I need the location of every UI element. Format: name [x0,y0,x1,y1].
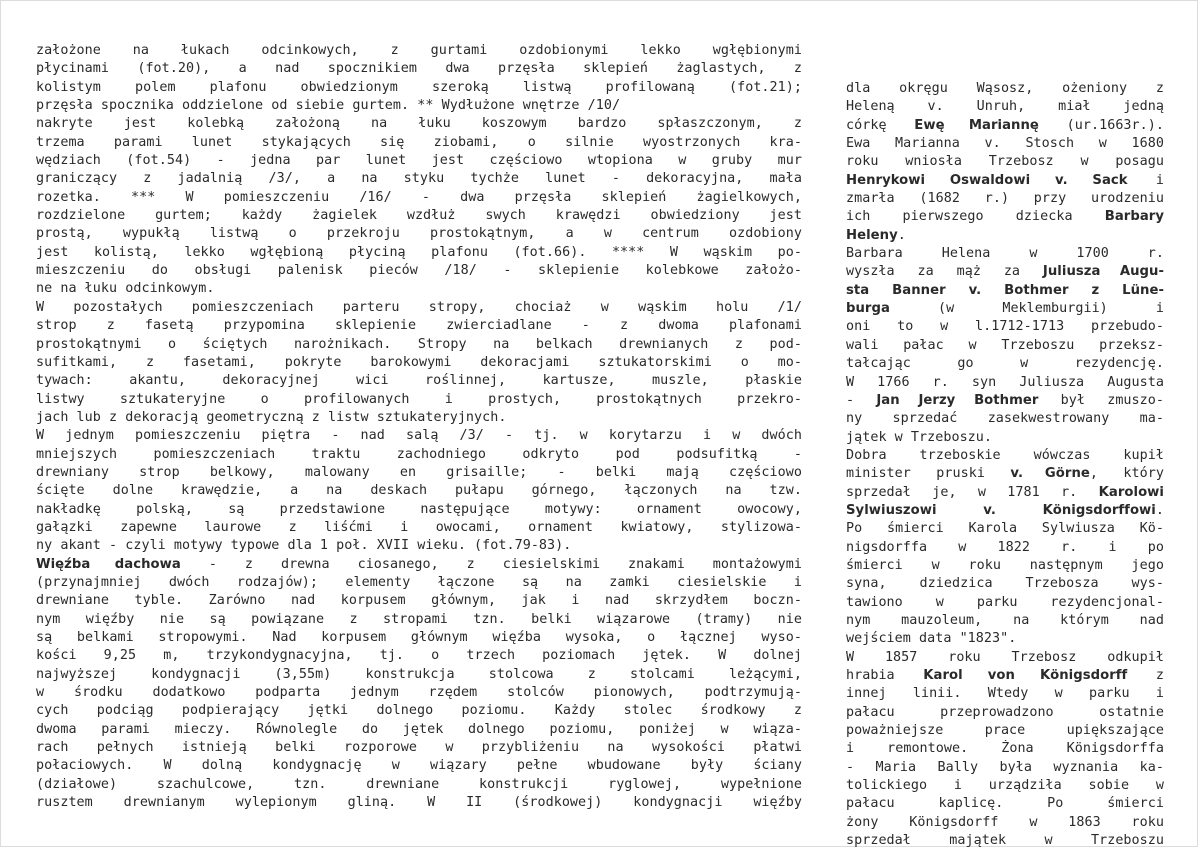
text-segment: ne na łuku odcinkowym. [36,281,215,297]
text-segment: (działowe) szachulcowe, tzn. drewniane konstrukcji ryglowej, wypełnione [36,776,802,792]
text-line [36,207,802,225]
text-segment: drewniane tyble. Zarówno nad korpusem głównym, jak i nad skrzydłem boczn- [36,593,802,609]
text-line [846,465,1164,483]
text-line [36,537,802,555]
text-segment: połaciowych. W dolną kondygnację w wiązary pełne wbudowane były ściany [36,758,802,774]
text-segment: W jednym pomieszczeniu piętra - nad salą /3/ - tj. w korytarzu i w dwóch [36,428,802,444]
text-segment: pałacu kaplicę. Po śmierci [846,796,1164,812]
text-segment: Ewa Marianna v. Stosch w 1680 [846,136,1164,152]
text-segment: wyszła za mąż za [846,264,1043,280]
text-line [846,300,1164,318]
text-line [36,427,802,445]
text-line [36,629,802,647]
text-segment: listwy sztukateryjne o profilowanych i prostych, prostokątnych przekro- [36,391,802,407]
text-line [36,702,802,720]
text-line [846,172,1164,190]
text-segment: i [1127,172,1164,188]
text-segment: w środku dodatkowo podparta jednym rzędem stolców pionowych, podtrzymują- [36,685,802,701]
text-line [36,262,802,280]
text-segment: gałązki zapewne laurowe z liśćmi i owocami, ornament kwiatowy, stylizowa- [36,519,802,535]
text-segment: kości 9,25 m, trzykondygnacyjna, tj. o trzech poziomach jętek. W dolnej [36,648,802,664]
text-line [36,501,802,519]
text-line [846,649,1164,667]
text-segment: nakładkę polską, są przedstawione następujące motywy: ornament owocowy, [36,501,802,517]
text-segment: (przynajmniej dwóch rodzajów); elementy łączone są na zamki ciesielskie i [36,574,802,590]
text-line [36,776,802,794]
bold-name: Heleny [846,227,898,243]
text-segment: cych podciąg podpierający jętki dolnego poziomu. Każdy stolec środkowy z [36,703,802,719]
text-line [36,42,802,60]
text-segment: strop z fasetą przypomina sklepienie zwierciadlane - z dwoma plafonami [36,318,802,334]
text-segment: jątek w Trzeboszu. [846,429,993,445]
text-line [846,410,1164,428]
text-line [36,684,802,702]
text-line [846,685,1164,703]
text-segment: sprzedał majątek w Trzeboszu [846,833,1164,849]
text-segment: sprzedał je, w 1781 r. [846,484,1099,500]
text-segment: W pozostałych pomieszczeniach parteru stropy, chociaż w wąskim holu /1/ [36,299,802,315]
text-line [846,80,1164,98]
text-segment: . [897,227,906,243]
bold-name: burga [846,301,890,317]
text-segment: prostokątnymi o ściętych narożnikach. Stropy na belkach drewnianych z pod- [36,336,802,352]
text-line [36,299,802,317]
text-line [36,134,802,152]
text-segment: syna, dziedzica Trzebosza wys- [846,576,1164,592]
text-segment: dla okręgu Wąsosz, ożeniony z [846,81,1164,96]
text-segment: pałacu przeprowadzono ostatnie [846,704,1164,720]
bold-name: Karol von Königsdorff [923,668,1128,683]
text-segment: poważniejsze prace upiększające [846,723,1164,739]
text-segment: , który [1089,466,1164,482]
text-line [36,152,802,170]
text-segment: jach lub z dekoracją geometryczną z listw sztukateryjnych. [36,409,507,425]
bold-name: Karolowi [1098,484,1164,500]
text-segment: kolistym polem plafonu obwiedzionym szeroką listwą profilowaną (fot.21); [36,79,802,95]
text-segment: Barbara Helena w 1700 r. [846,246,1164,262]
text-segment: oni to w l.1712-1713 przebudo- [846,319,1164,335]
text-line [846,539,1164,557]
bold-name: v. Görne [1010,466,1090,482]
text-segment: najwyższej kondygnacji (3,55m) konstrukcja stolcowa z stolcami leżącymi, [36,666,802,682]
text-line [846,795,1164,813]
text-line [36,446,802,464]
bold-name: Barbary [1104,209,1164,225]
text-segment: płycinami (fot.20), a nad spocznikiem dwa przęsła sklepień żaglastych, z [36,61,802,77]
text-line [846,190,1164,208]
text-segment: (ur.1663r.). [1038,117,1164,133]
text-line [36,79,802,97]
text-segment: wejściem data "1823". [846,631,1017,647]
text-segment: ny akant - czyli motywy typowe dla 1 poł. XVII wieku. (fot.79-83). [36,538,572,554]
text-segment: - z drewna ciosanego, z ciesielskimi znakami montażowymi [180,556,802,572]
text-line [846,429,1164,447]
text-segment: żony Königsdorff w 1863 roku [846,814,1164,830]
text-segment: - Maria Bally była wyznania ka- [846,759,1164,775]
text-segment: drewniany strop belkowy, malowany en grisaille; - belki mają częściowo [36,464,802,480]
text-segment: Po śmierci Karola Sylwiusza Kö- [846,521,1164,537]
text-line [846,117,1164,135]
text-line [846,263,1164,281]
text-line [846,98,1164,116]
text-segment: i remontowe. Żona Königsdorffa [846,741,1164,757]
text-line [846,594,1164,612]
text-line [36,794,802,812]
text-line [846,630,1164,648]
text-line [846,392,1164,410]
text-line [36,97,802,115]
text-line [846,777,1164,795]
text-segment: prostą, wypukłą listwą o przekroju prostokątnym, a w centrum ozdobiony [36,226,802,242]
text-line [36,757,802,775]
text-line [846,135,1164,153]
text-line [846,575,1164,593]
text-line [846,520,1164,538]
text-line [36,170,802,188]
text-line [846,208,1164,226]
text-line [36,115,802,133]
text-line [36,336,802,354]
text-segment: tolickiego i urządziła sobie w [846,778,1164,794]
text-segment: nakryte jest kolebką założoną na łuku koszowym bardzo spłaszczonym, z [36,116,802,132]
text-segment: roku wniosła Trzebosz w posagu [846,154,1164,170]
bold-name: Sylwiuszowi v. Königsdorffowi [846,502,1156,518]
text-segment: tałcając go w rezydencję. [846,356,1164,372]
text-segment: śmierci w roku następnym jego [846,557,1164,573]
text-segment: rozetka. *** W pomieszczeniu /16/ - dwa przęsła sklepień żagielkowych, [36,189,802,205]
text-line [36,409,802,427]
text-segment: rusztem drewnianym wylepionym gliną. W II (środkowej) kondygnacji więźby [36,795,802,811]
bold-name: Ewę Mariannę [914,117,1039,133]
text-line [36,519,802,537]
text-line [846,282,1164,300]
text-line [846,447,1164,465]
text-line [846,355,1164,373]
text-line [846,153,1164,171]
text-line [36,464,802,482]
text-segment: graniczący z jadalnią /3/, a na styku tychże lunet - dekoracyjna, mała [36,171,802,187]
bold-name: Więźba dachowa [36,556,181,572]
text-segment: rach pełnych istnieją belki rozporowe w przybliżeniu na wysokości płatwi [36,740,802,756]
text-segment: nym mauzoleum, na którym nad [846,612,1164,628]
text-segment: przęsła spocznika oddzielone od siebie gurtem. ** Wydłużone wnętrze /10/ [36,98,621,114]
text-line [36,739,802,757]
text-line [36,280,802,298]
text-line [846,557,1164,575]
bold-name: Henrykowi Oswaldowi v. Sack [846,172,1128,188]
text-line [846,814,1164,832]
text-line [36,611,802,629]
text-line [846,374,1164,392]
text-line [36,556,802,574]
text-segment: minister pruski [846,466,1011,482]
text-segment: W 1766 r. syn Juliusza Augusta [846,374,1164,390]
text-segment: założone na łukach odcinkowych, z gurtami ozdobionymi lekko wgłębionymi [36,43,802,58]
text-line [846,502,1164,520]
text-segment: był zmuszo- [1038,392,1164,408]
text-line [36,391,802,409]
text-segment: mieszczeniu do obsługi palenisk pieców /18/ - sklepienie kolebkowe założo- [36,263,802,279]
text-segment: ny sprzedać zasekwestrowany ma- [846,411,1164,427]
bold-name: Juliusza Augu- [1042,264,1164,280]
text-segment: tawiono w parku rezydencjonal- [846,594,1164,610]
text-segment: jest kolistą, lekko wgłębioną płyciną plafonu (fot.66). **** W wąskim po- [36,244,802,260]
text-line [846,667,1164,685]
text-segment: dwoma parami mieczy. Równolegle do jętek dolnego poziomu, poniżej w wiąza- [36,721,802,737]
bold-name: Jan Jerzy Bothmer [876,392,1039,408]
text-segment: ścięte dolne krawędzie, a na deskach pułapu górnego, łączonych na tzw. [36,483,802,499]
text-segment: wędziach (fot.54) - jedna par lunet jest częściowo wtopiona w gruby mur [36,153,802,169]
text-line [846,722,1164,740]
text-segment: hrabia [846,668,924,683]
text-line [36,225,802,243]
text-segment: W 1857 roku Trzebosz odkupił [846,649,1164,665]
text-segment: córkę [846,117,915,133]
text-segment: (w Meklemburgii) i [889,301,1164,317]
text-line [846,484,1164,502]
right-text-column [846,80,1164,850]
text-line [36,574,802,592]
text-segment: sufitkami, z fasetami, pokryte barokowymi dekoracjami sztukatorskimi o mo- [36,354,802,370]
bold-name: sta Banner v. Bothmer z Lüne- [846,282,1164,298]
text-segment: ich pierwszego dziecka [846,209,1105,225]
text-line [846,337,1164,355]
text-line [36,60,802,78]
text-line [846,832,1164,850]
text-segment: . [1155,502,1164,518]
text-segment: rozdzielone gurtem; każdy żagielek wzdłuż swych krawędzi obwiedziony jest [36,208,802,224]
text-line [36,666,802,684]
text-segment: tywach: akantu, dekoracyjnej wici roślinnej, kartusze, muszle, płaskie [36,373,802,389]
text-line [846,245,1164,263]
text-line [36,372,802,390]
text-segment: nym więźby nie są powiązane z stropami tzn. belki wiązarowe (tramy) nie [36,611,802,627]
text-line [36,482,802,500]
text-line [36,354,802,372]
text-line [846,759,1164,777]
text-line [846,704,1164,722]
text-line [36,244,802,262]
text-line [36,592,802,610]
text-line [846,612,1164,630]
text-segment: Dobra trzeboskie wówczas kupił [846,447,1164,463]
text-segment: mniejszych pomieszczeniach traktu zachodniego odkryto pod podsufitką - [36,446,802,462]
text-line [36,647,802,665]
text-line [846,227,1164,245]
text-segment: nigsdorffa w 1822 r. i po [846,539,1164,555]
text-segment: Heleną v. Unruh, miał jedną [846,99,1164,115]
text-segment: zmarła (1682 r.) przy urodzeniu [846,191,1164,207]
text-line [846,740,1164,758]
text-segment: z [1127,668,1164,683]
text-line [36,189,802,207]
text-line [36,721,802,739]
text-segment: - [846,392,877,408]
text-segment: innej linii. Wtedy w parku i [846,686,1164,702]
text-segment: trzema parami lunet stykających się ziobami, o silnie wyostrzonych kra- [36,134,802,150]
text-segment: są belkami stropowymi. Nad korpusem głównym więźba wysoka, o łącznej wyso- [36,630,802,645]
text-line [846,318,1164,336]
text-line [36,317,802,335]
text-segment: wali pałac w Trzeboszu przeksz- [846,337,1164,353]
left-text-column [36,42,802,812]
